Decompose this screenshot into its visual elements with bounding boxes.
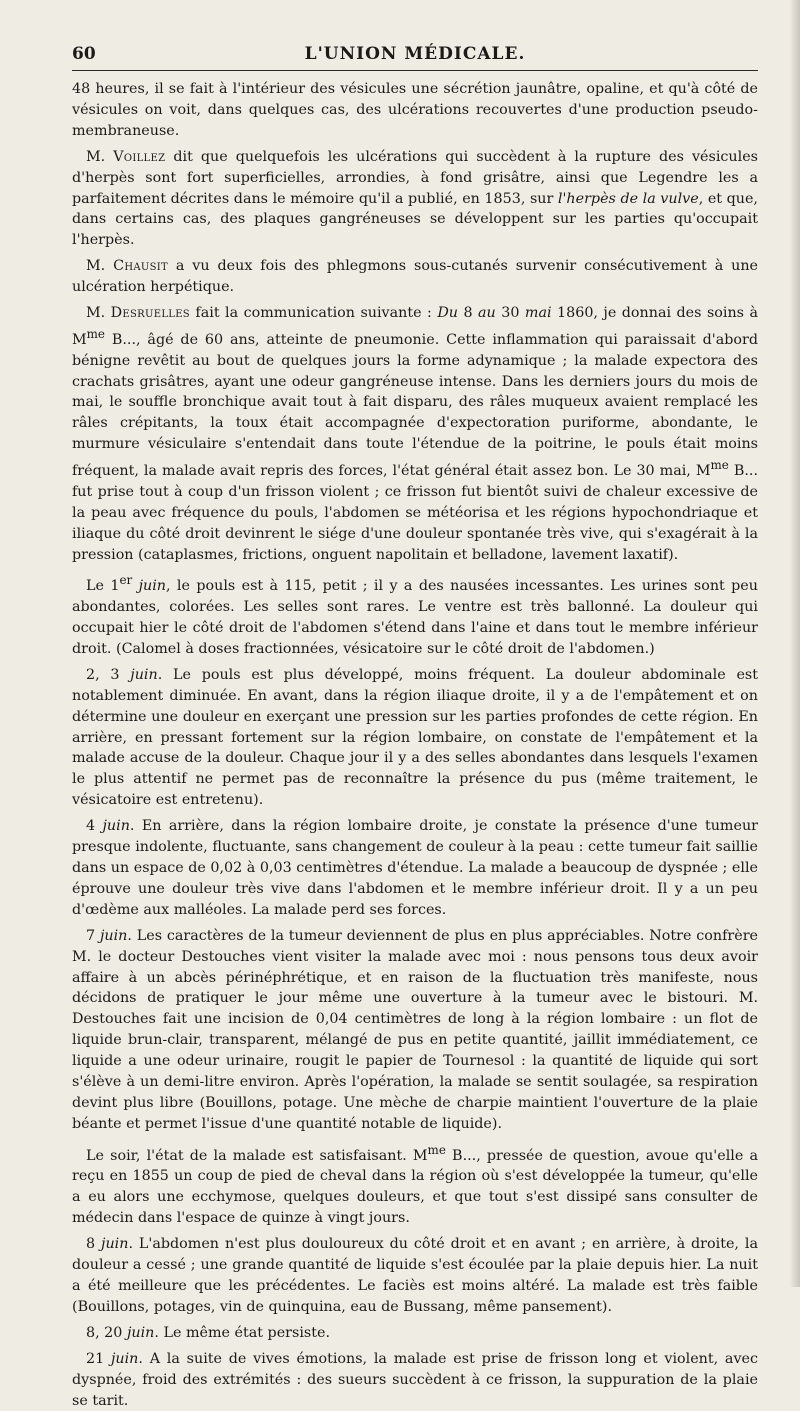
paragraph-p4 [72,303,758,565]
text-run: M. [86,148,114,165]
page-number: 60 [72,44,96,64]
text-run: fait la communication suivante : [189,305,438,322]
text-run: 8 [458,305,479,322]
paragraph-p11 [72,1323,758,1344]
paragraph-p9 [72,1140,758,1229]
article-body [72,79,758,1411]
text-run: B..., âgé de 60 ans, atteinte de pneumonie. Cette inflammation qui paraissait d'abord bénigne revêtit au bout de quelques jours la forme adynamique ; la malade expectora des crachats grisâtres, ayant une odeur gangréneuse intense. Dans les derniers jours du mois de mai, le souffle bronchique avait tout à fait disparu, des râles muqueux avaient remplacé les râles crépitants, la toux était accompagnée d'expectoration puriforme, abondante, le murmure vésiculaire s'entendait dans toute l'étendue de la poitrine, le pouls était moins fréquent, la malade avait repris des forces, l'état général était assez bon. Le 30 mai, M [72,331,758,479]
paragraph-p8 [72,926,758,1135]
text-run: 30 [495,305,525,322]
paragraph-p5 [72,570,758,659]
superscript: me [427,1142,446,1157]
text-run: M. [86,258,114,275]
italic-text: juin [126,1324,155,1341]
superscript: me [86,326,105,341]
text-run: 4 [86,818,103,835]
text-run: . Le même état persiste. [154,1324,330,1341]
paragraph-p3 [72,256,758,298]
text-run: , et que, dans certains cas, des plaques gangréneuses se développent sur les parties qu'occupait l'herpès. [72,190,758,249]
paragraph-p2 [72,147,758,252]
paragraph-p7 [72,816,758,921]
text-run: 21 [86,1350,111,1367]
superscript: me [710,458,729,473]
text-run: B... fut prise tout à coup d'un frisson violent ; ce frisson fut bientôt suivi de chaleur excessive de la peau avec fréquence du pouls, l'abdomen se météorisa et les régions hypochondriaque et iliaque du côté droit devinrent le siége d'une douleur spontanée très vive, qui s'exagérait à la pression (cataplasmes, frictions, onguent napolitain et belladone, lavement laxatif). [72,462,758,563]
italic-text: juin [138,578,166,595]
paragraph-p1 [72,79,758,142]
text-run: Le 1 [86,578,120,595]
text-run: 7 [86,927,100,944]
superscript: er [119,573,133,588]
italic-text: l'herpès de la vulve [557,190,699,207]
text-run: . L'abdomen n'est plus douloureux du côté droit et en avant ; en arrière, à droite, la douleur a cessé ; une grande quantité de liquide s'est écoulée par la plaie depuis hier. La nuit a été meilleure que les précédentes. Le faciès est moins altéré. La malade est très faible (Bouillons, potages, vin de quinquina, eau de Bussang, même pansement). [72,1236,758,1315]
italic-text: juin [101,1236,129,1253]
paragraph-p10 [72,1234,758,1318]
italic-text: juin [130,666,158,683]
speaker-name: Desruelles [110,305,190,322]
text-run: a vu deux fois des phlegmons sous-cutanés survenir consécutivement à une ulcération herpétique. [72,258,758,296]
text-run: 1860, je donnai des soins à M [72,305,758,348]
running-title: L'UNION MÉDICALE. [304,44,526,64]
text-run: M. [86,305,111,322]
text-run: . Le pouls est plus développé, moins fréquent. La douleur abdominale est notablement diminuée. En avant, dans la région iliaque droite, il y a de l'empâtement et on détermine une douleur en exerçant une pression sur les parties profondes de cette région. En arrière, en pressant fortement sur la région lombaire, on constate de l'empâtement et la malade accuse de la douleur. Chaque jour il y a des selles abondantes dans lesquels l'examen le plus attentif ne permet pas de reconnaître la présence du pus (même traitement, le vésicatoire est entretenu). [72,666,758,809]
italic-text: Du [437,305,458,322]
speaker-name: Voillez [113,148,166,165]
text-run: 2, 3 [86,666,131,683]
italic-text: juin [99,927,128,944]
text-run: . En arrière, dans la région lombaire droite, je constate la présence d'une tumeur presque indolente, fluctuante, sans changement de couleur à la peau : cette tumeur fait saillie dans un espace de 0,02 à 0,03 centimètres d'étendue. La malade a beaucoup de dyspnée ; elle éprouve une douleur très vive dans l'abdomen et le membre inférieur droit. Il y a un peu d'œdème aux malléoles. La malade perd ses forces. [72,818,758,918]
italic-text: juin [110,1350,139,1367]
text-run: 8, 20 [86,1324,127,1341]
text-run: , le pouls est à 115, petit ; il y a des nausées incessantes. Les urines sont peu abondantes, colorées. Les selles sont rares. Le ventre est très ballonné. La douleur qui occupait hier le côté droit de l'abdomen s'étend dans l'aine et dans tout le membre inférieur droit. (Calomel à doses fractionnées, vésicatoire sur le côté droit de l'abdomen.) [72,578,758,657]
text-run: 48 heures, il se fait à l'intérieur des vésicules une sécrétion jaunâtre, opaline, et qu'à côté de vésicules on voit, dans quelques cas, des ulcérations recouvertes d'une production pseudo-membraneuse. [72,81,758,139]
italic-text: juin [102,818,130,835]
paragraph-p12 [72,1349,758,1411]
page-header [72,44,758,71]
text-run: 8 [86,1236,102,1253]
text-run: B..., pressée de question, avoue qu'elle a reçu en 1855 un coup de pied de cheval dans la région où s'est développée la tumeur, qu'elle a eu alors une ecchymose, quelques douleurs, et que tout s'est dissipé sans consulter de médecin dans l'espace de quinze à vingt jours. [72,1147,758,1227]
text-run: . Les caractères de la tumeur deviennent de plus en plus appréciables. Notre confrère M. le docteur Destouches vient visiter la malade avec moi : nous pensons tous deux avoir affaire à un abcès périnéphrétique, et en raison de la fluctuation très manifeste, nous décidons de pratiquer le jour même une ouverture à la tumeur avec le bistouri. M. Destouches fait une incision de 0,04 centimètres de long à la région lombaire : un flot de liquide brun-clair, transparent, mélangé de pus en petite quantité, jaillit immédiatement, ce liquide a une odeur urinaire, rougit le papier de Tournesol : la quantité de liquide qui sort s'élève à un demi-litre environ. Après l'opération, la malade se sentit soulagée, sa respiration devint plus libre (Bouillons, potage. Une mèche de charpie maintient l'ouverture de la plaie béante et permet l'issue d'une quantité notable de liquide). [72,927,758,1132]
speaker-name: Chausit [113,258,168,275]
paragraph-p6 [72,665,758,811]
text-run: . A la suite de vives émotions, la malade est prise de frisson long et violent, avec dyspnée, froid des extrémités : des sueurs succèdent à ce frisson, la suppuration de la plaie se tarit. [72,1350,758,1409]
text-run: dit que quelquefois les ulcérations qui succèdent à la rupture des vésicules d'herpès sont fort superficielles, arrondies, à fond grisâtre, ainsi que Legendre les a parfaitement décrites dans le mémoire qu'il a publié, en 1853, sur [72,148,758,207]
italic-text: au [478,305,496,322]
italic-text: mai [524,305,552,322]
text-run: Le soir, l'état de la malade est satisfaisant. M [86,1147,428,1164]
